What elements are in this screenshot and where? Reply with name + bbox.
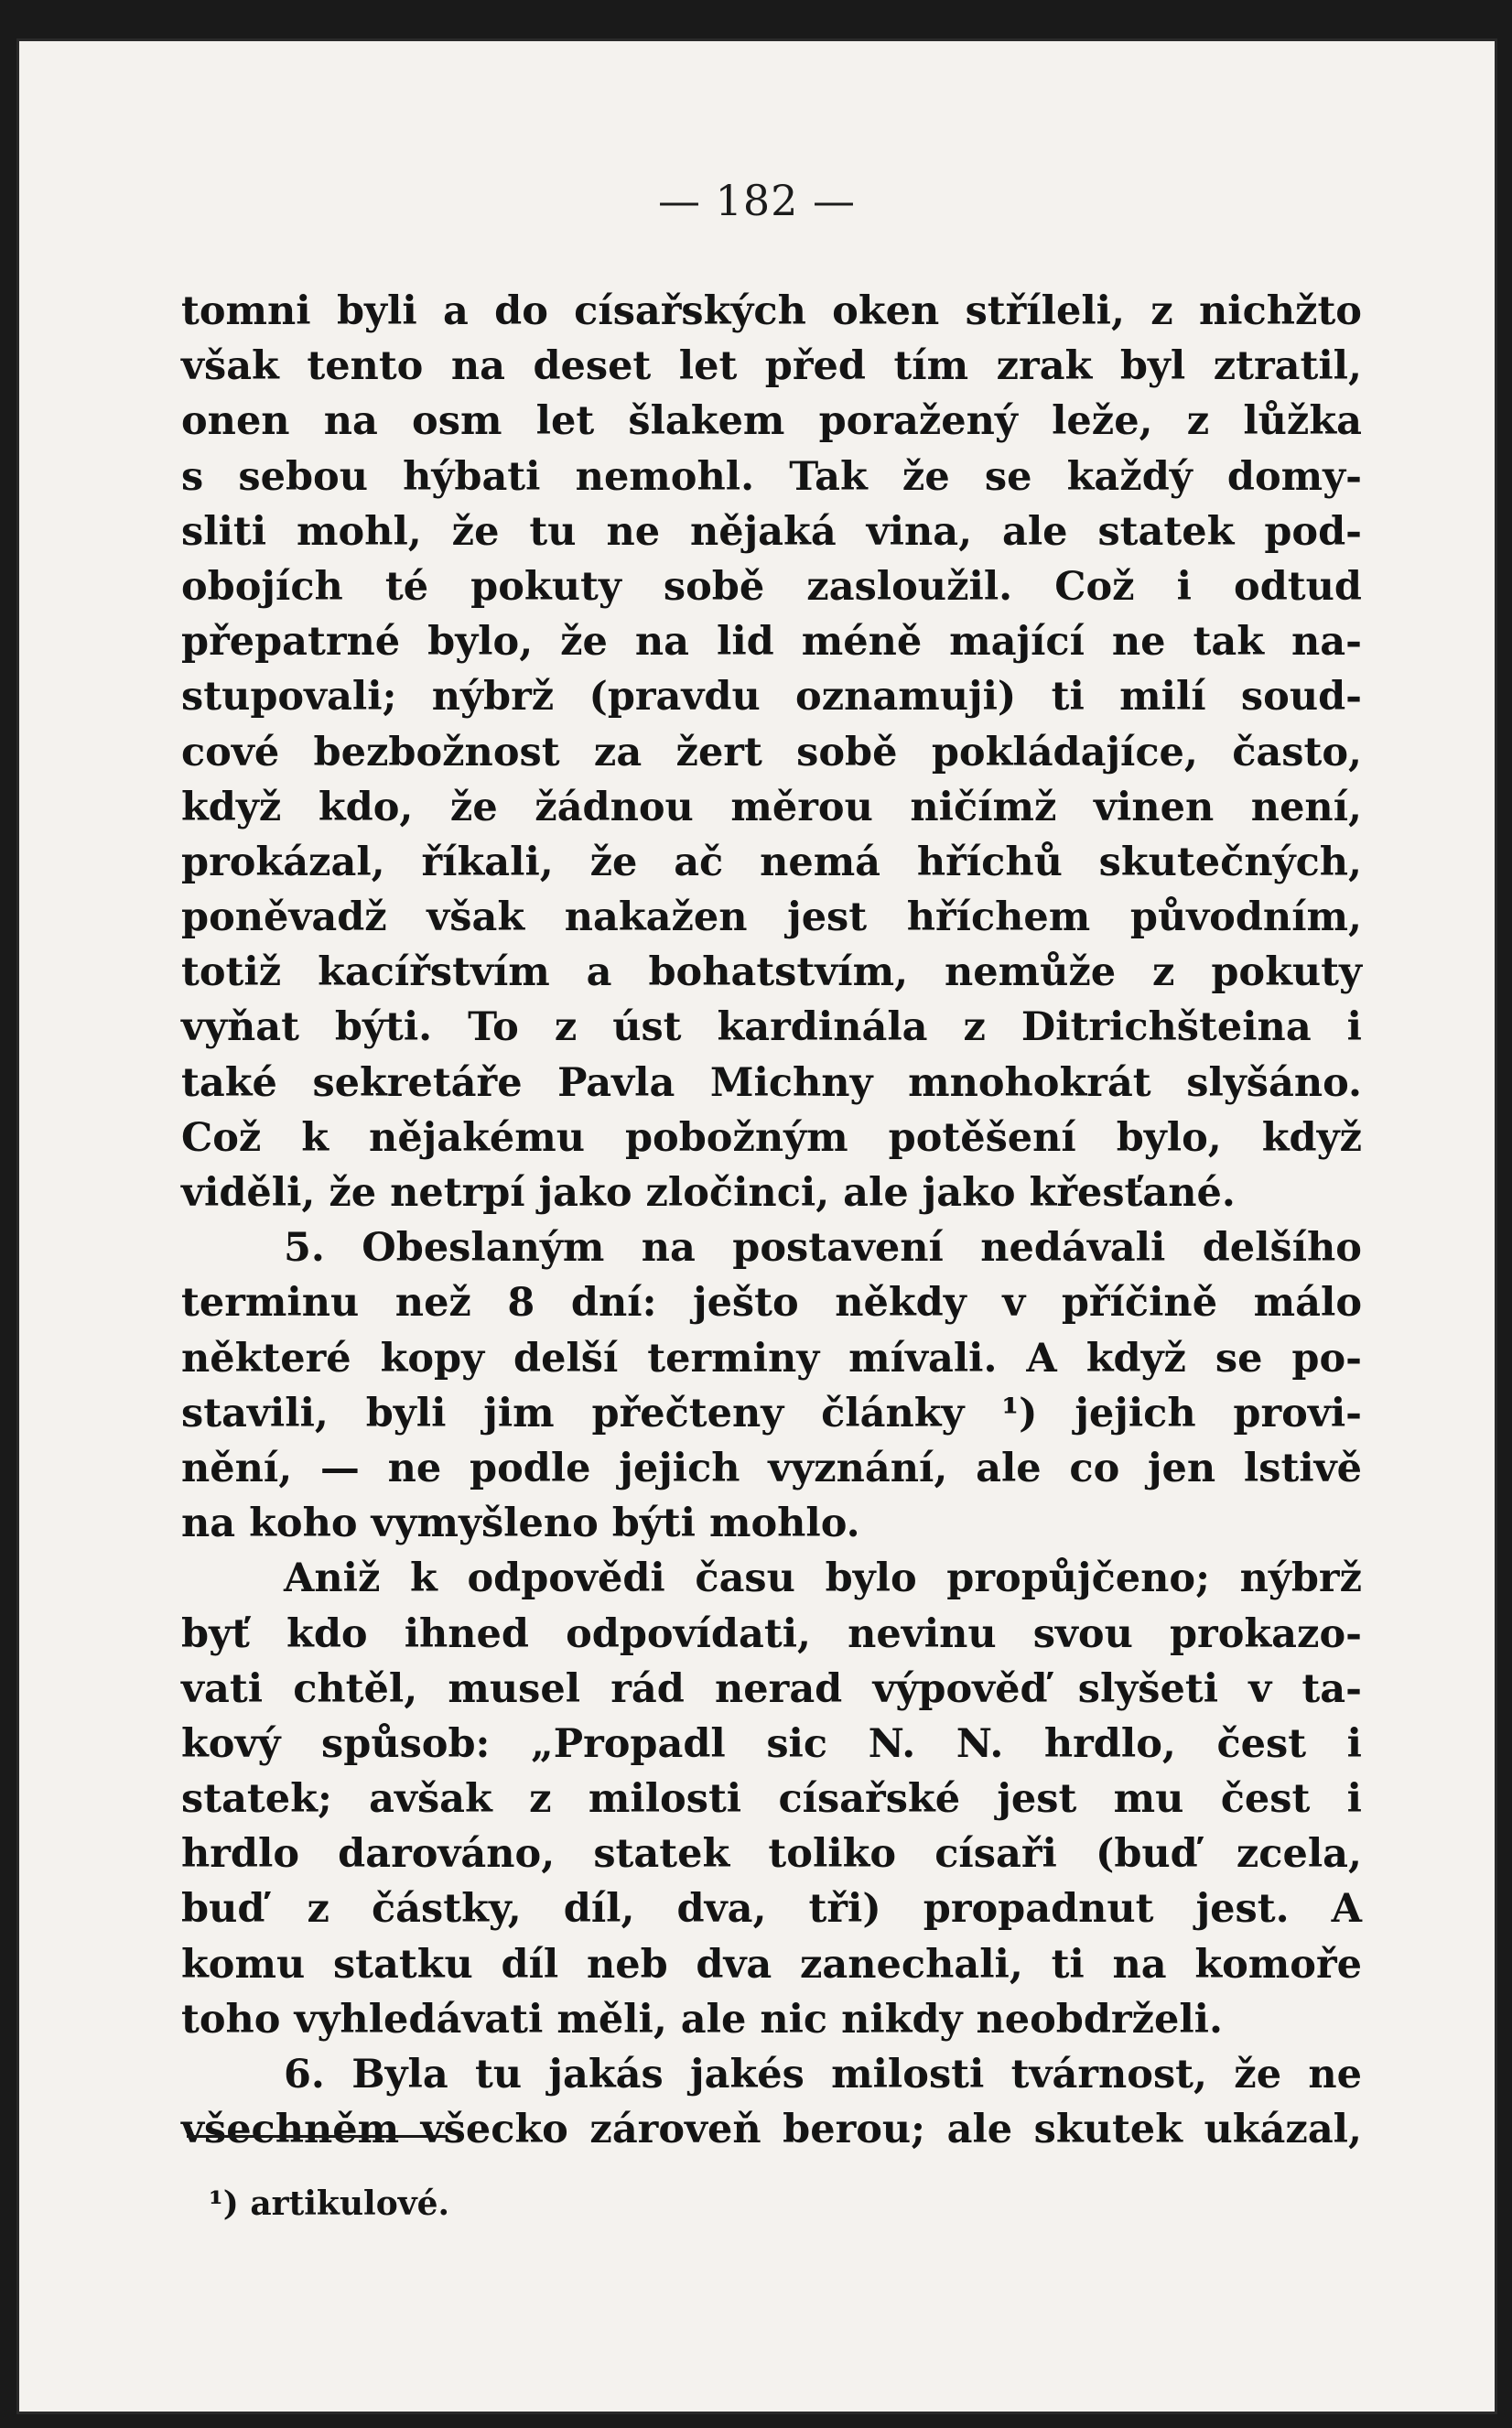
text-line: některé kopy delší terminy mívali. A když se po- <box>181 1335 1362 1382</box>
text-line: všechněm všecko zároveň berou; ale skutek ukázal, <box>181 2107 1362 2153</box>
text-line: vyňat býti. To z úst kardinála z Ditrichšteina i <box>181 1004 1362 1051</box>
text-line: však tento na deset let před tím zrak byl ztratil, <box>181 343 1362 390</box>
text-line: buď z částky, díl, dva, tři) propadnut jest. A <box>181 1886 1362 1933</box>
text-line: kový spůsob: „Propadl sic N. N. hrdlo, čest i <box>181 1720 1362 1767</box>
text-line: hrdlo darováno, statek toliko císaři (buď zcela, <box>181 1831 1362 1878</box>
text-line: s sebou hýbati nemohl. Tak že se každý domy- <box>181 453 1362 500</box>
text-line: když kdo, že žádnou měrou ničímž vinen není, <box>181 784 1362 830</box>
text-line: cové bezbožnost za žert sobě pokládajíce, často, <box>181 729 1362 775</box>
text-line: Aniž k odpovědi času bylo propůjčeno; nýbrž <box>284 1555 1362 1602</box>
text-line: stupovali; nýbrž (pravdu oznamuji) ti milí soud- <box>181 674 1362 721</box>
text-line: komu statku díl neb dva zanechali, ti na komoře <box>181 1941 1362 1988</box>
text-line: Což k nějakému pobožným potěšení bylo, když <box>181 1114 1362 1161</box>
text-line: sliti mohl, že tu ne nějaká vina, ale statek pod- <box>181 508 1362 555</box>
text-line: onen na osm let šlakem poražený leže, z lůžka <box>181 398 1362 445</box>
text-line: přepatrné bylo, že na lid méně mající ne tak na- <box>181 619 1362 666</box>
text-line: viděli, že netrpí jako zločinci, ale jako křesťané. <box>181 1170 1236 1216</box>
text-line: stavili, byli jim přečteny články ¹) jejich provi- <box>181 1390 1362 1436</box>
text-line: tomni byli a do císařských oken stříleli, z nichžto <box>181 288 1362 334</box>
text-line: poněvadž však nakažen jest hříchem původním, <box>181 894 1362 941</box>
text-line: totiž kacířstvím a bohatstvím, nemůže z pokuty <box>181 949 1362 996</box>
text-line: terminu než 8 dní: ješto někdy v příčině málo <box>181 1280 1362 1327</box>
text-line: statek; avšak z milosti císařské jest mu čest i <box>181 1776 1362 1823</box>
text-line: na koho vymyšleno býti mohlo. <box>181 1501 860 1547</box>
text-line: prokázal, říkali, že ač nemá hříchů skutečných, <box>181 839 1362 885</box>
footnote-divider <box>187 2135 448 2138</box>
page-number: — 182 — <box>657 176 857 225</box>
book-page <box>16 38 1497 2414</box>
text-line: obojích té pokuty sobě zasloužil. Což i odtud <box>181 563 1362 610</box>
body-text <box>181 284 1362 2157</box>
text-line: 5. Obeslaným na postavení nedávali delšího <box>284 1225 1362 1272</box>
text-line: vati chtěl, musel rád nerad výpověď slyšeti v ta- <box>181 1665 1362 1712</box>
text-line: 6. Byla tu jakás jakés milosti tvárnost, že ne <box>284 2052 1362 2097</box>
text-line: toho vyhledávati měli, ale nic nikdy neobdrželi. <box>181 1996 1223 2043</box>
text-line: také sekretáře Pavla Michny mnohokrát slyšáno. <box>181 1059 1362 1106</box>
text-line: nění, — ne podle jejich vyznání, ale co jen lstivě <box>181 1445 1362 1491</box>
footnote: ¹) artikulové. <box>209 2184 450 2223</box>
text-line: byť kdo ihned odpovídati, nevinu svou prokazo- <box>181 1610 1362 1657</box>
